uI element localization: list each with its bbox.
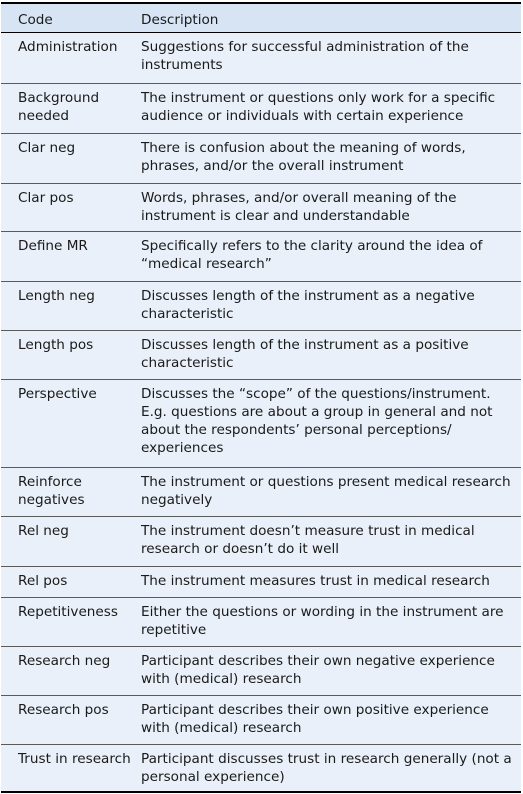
description-cell: Discusses length of the instrument as a positive characteristic [141, 337, 469, 371]
description-cell: The instrument measures trust in medical research [141, 573, 490, 589]
table-row [1, 379, 521, 467]
code-cell: Administration [18, 39, 118, 55]
description-cell: The instrument or questions present medical research negatively [141, 474, 511, 508]
table-row [1, 467, 521, 516]
code-cell: Rel neg [18, 523, 69, 539]
code-cell: Reinforce negatives [18, 474, 85, 508]
code-cell: Trust in research [18, 751, 131, 767]
table-row [1, 597, 521, 646]
codebook-table [1, 2, 521, 793]
description-cell: Discusses length of the instrument as a negative characteristic [141, 288, 475, 322]
description-cell: The instrument or questions only work for a specific audience or individuals with certain experience [141, 90, 496, 124]
description-cell: Words, phrases, and/or overall meaning of the instrument is clear and understandable [141, 190, 457, 224]
table-row [1, 646, 521, 695]
table-row [1, 183, 521, 231]
code-cell: Research pos [18, 702, 109, 718]
header-code: Code [18, 12, 53, 28]
code-cell: Define MR [18, 238, 88, 254]
table-row [1, 83, 521, 133]
code-cell: Repetitiveness [18, 604, 118, 620]
code-cell: Clar neg [18, 140, 76, 156]
description-cell: Participant discusses trust in research generally (not a personal experience) [141, 751, 512, 785]
description-cell: Either the questions or wording in the instrument are repetitive [141, 604, 504, 638]
table-row [1, 744, 521, 791]
table-row [1, 330, 521, 379]
description-cell: There is confusion about the meaning of words, phrases, and/or the overall instrument [141, 140, 466, 174]
description-cell: Participant describes their own negative experience with (medical) research [141, 653, 495, 687]
table-row [1, 695, 521, 744]
code-cell: Clar pos [18, 190, 74, 206]
code-cell: Perspective [18, 386, 97, 402]
description-cell: Suggestions for successful administration of the instruments [141, 39, 469, 73]
code-cell: Rel pos [18, 573, 68, 589]
table-row [1, 133, 521, 183]
table-row [1, 33, 521, 83]
table-row [1, 281, 521, 330]
header-description: Description [141, 12, 219, 28]
code-cell: Research neg [18, 653, 111, 669]
description-cell: The instrument doesn’t measure trust in medical research or doesn’t do it well [141, 523, 475, 557]
description-cell: Participant describes their own positive experience with (medical) research [141, 702, 489, 736]
code-cell: Length neg [18, 288, 95, 304]
description-cell: Specifically refers to the clarity around the idea of “medical research” [141, 238, 483, 272]
code-cell: Background needed [18, 90, 100, 124]
table-row [1, 516, 521, 566]
table-row [1, 231, 521, 281]
table-row [1, 566, 521, 597]
code-cell: Length pos [18, 337, 94, 353]
table-header-row [1, 4, 521, 33]
description-cell: Discusses the “scope” of the questions/instrument. E.g. questions are about a group in general and not about the respondents’ personal perceptions/ experiences [141, 386, 493, 456]
